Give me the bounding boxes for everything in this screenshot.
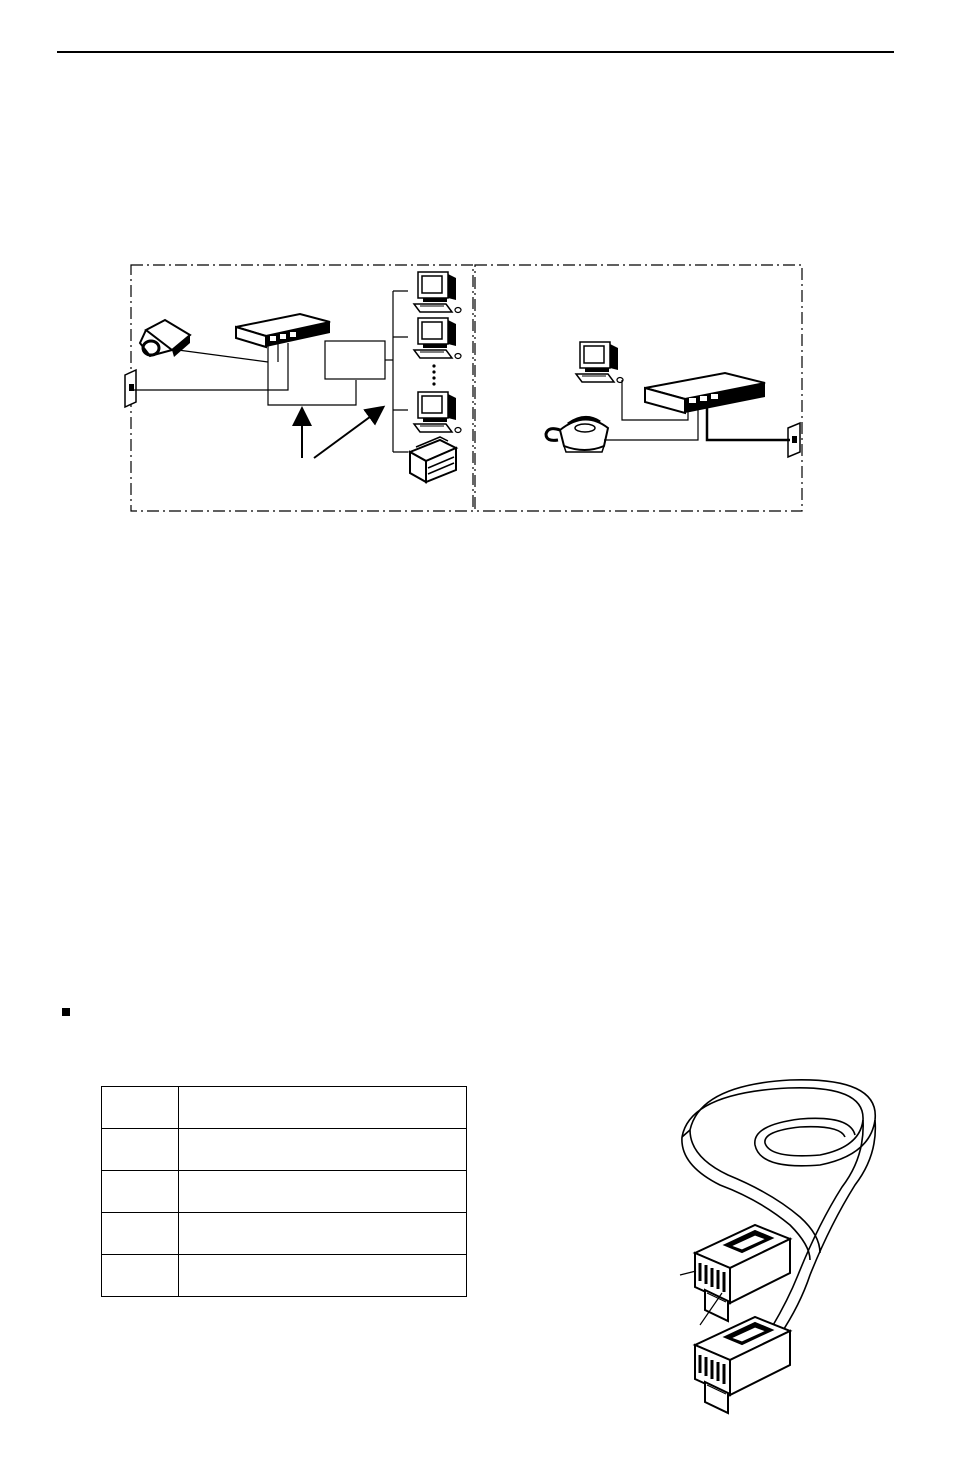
camera-icon (140, 320, 190, 357)
table-cell (179, 1255, 467, 1297)
table-row (102, 1213, 467, 1255)
printer-icon (410, 437, 456, 482)
network-diagram (0, 0, 954, 540)
wall-jack-icon (125, 370, 136, 407)
table-row (102, 1255, 467, 1297)
rj45-plug-icon (695, 1225, 790, 1321)
computer-icon (414, 392, 461, 433)
computer-icon (414, 272, 461, 313)
table-cell (102, 1087, 179, 1129)
computer-icon (576, 342, 623, 383)
table-cell (179, 1213, 467, 1255)
cable-table (101, 1086, 467, 1297)
hub-box (325, 341, 385, 379)
table-row (102, 1129, 467, 1171)
table-row (102, 1171, 467, 1213)
telephone-icon (546, 417, 608, 452)
table-cell (179, 1129, 467, 1171)
table-cell (179, 1087, 467, 1129)
square-bullet-icon (62, 1008, 70, 1016)
table-row (102, 1087, 467, 1129)
table-cell (102, 1255, 179, 1297)
rj45-cable-icon (660, 1075, 900, 1425)
rj45-plug-icon (695, 1317, 790, 1413)
table-cell (102, 1213, 179, 1255)
table-cell (102, 1129, 179, 1171)
router-icon (645, 373, 765, 413)
computer-icon (414, 318, 461, 359)
router-icon (236, 314, 330, 347)
table-cell (102, 1171, 179, 1213)
table-cell (179, 1171, 467, 1213)
